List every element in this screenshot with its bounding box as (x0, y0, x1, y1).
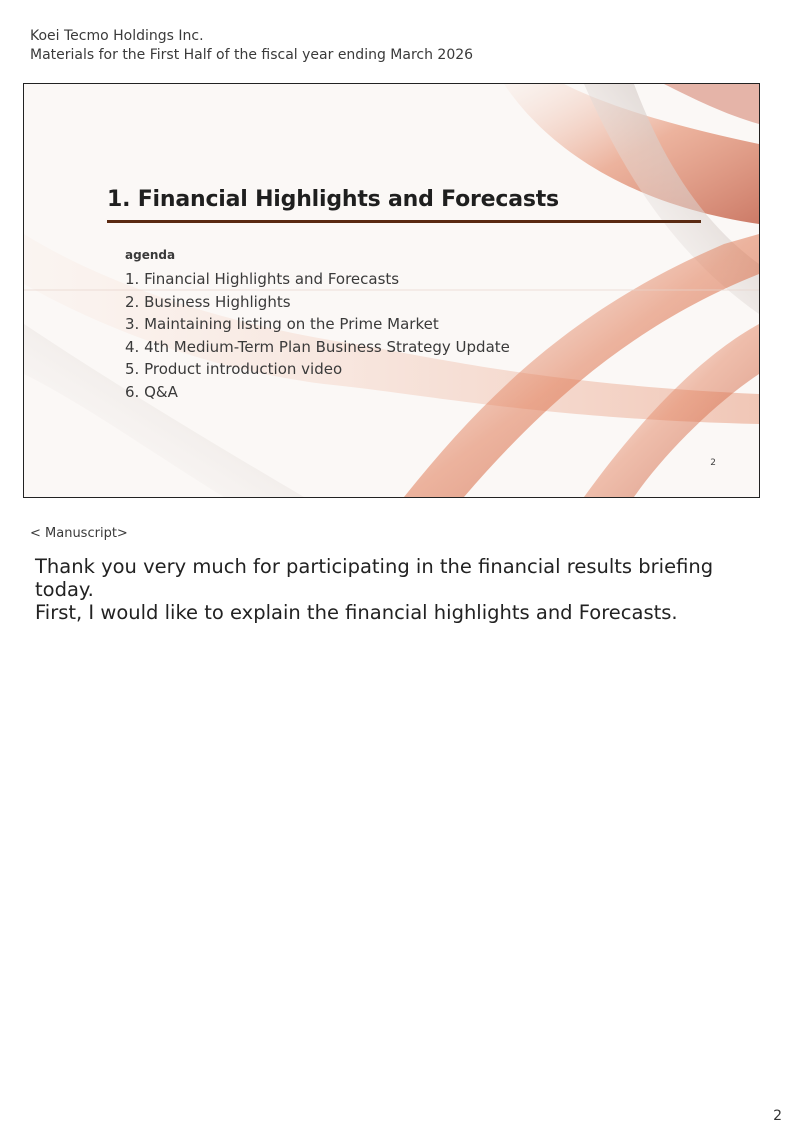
agenda-list (125, 268, 510, 404)
agenda-label: agenda (125, 248, 176, 262)
title-underline (107, 220, 701, 223)
company-name: Koei Tecmo Holdings Inc. (30, 28, 204, 44)
slide-frame (23, 83, 760, 498)
agenda-item: 1. Financial Highlights and Forecasts (125, 270, 400, 288)
slide-page-number: 2 (710, 458, 716, 468)
manuscript-label: < Manuscript> (30, 526, 128, 541)
manuscript-paragraph: First, I would like to explain the financial highlights and Forecasts. (35, 601, 678, 624)
document-subtitle: Materials for the First Half of the fiscal year ending March 2026 (30, 47, 474, 63)
slide-title: 1. Financial Highlights and Forecasts (107, 187, 559, 212)
manuscript-text (35, 555, 735, 624)
agenda-item: 5. Product introduction video (125, 360, 343, 379)
manuscript-paragraph: Thank you very much for participating in the financial results briefing today. (35, 555, 714, 601)
agenda-item: 6. Q&A (125, 382, 178, 401)
document-header (30, 27, 473, 65)
agenda-item: 3. Maintaining listing on the Prime Market (125, 315, 439, 334)
agenda-item: 2. Business Highlights (125, 292, 291, 311)
page-number: 2 (773, 1108, 782, 1124)
agenda-item: 4. 4th Medium-Term Plan Business Strategy Update (125, 337, 510, 356)
